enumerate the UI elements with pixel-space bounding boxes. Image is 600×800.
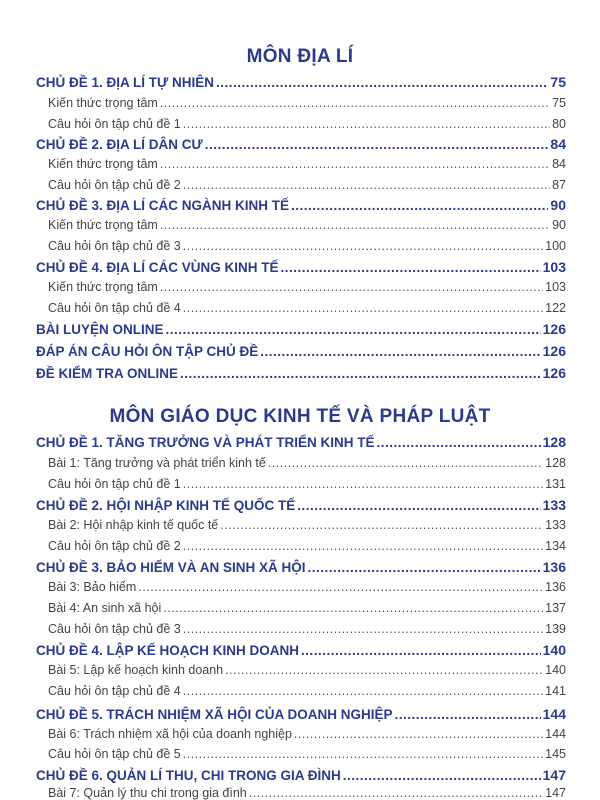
- toc-entry-label: BÀI LUYỆN ONLINE: [36, 322, 164, 337]
- toc-entry-page: 84: [550, 136, 566, 152]
- toc-entry-label: Bài 7: Quản lý thu chi trong gia đình: [48, 786, 247, 800]
- toc-entry-label: ĐỀ KIỂM TRA ONLINE: [36, 366, 179, 381]
- toc-entry[interactable]: [48, 239, 566, 253]
- toc-entry-page: 133: [545, 518, 566, 532]
- toc-entry-chu-de-5[interactable]: [36, 706, 566, 722]
- toc-entry-page: 147: [542, 767, 566, 783]
- toc-entry-page: 80: [552, 117, 566, 131]
- toc-entry-page: 136: [542, 559, 566, 575]
- toc-entry-chu-de-6[interactable]: [36, 767, 566, 783]
- toc-entry-page: 126: [542, 321, 566, 337]
- toc-entry-label: ĐÁP ÁN CÂU HỎI ÔN TẬP CHỦ ĐỀ: [36, 344, 259, 359]
- toc-entry-label: Bài 6: Trách nhiệm xã hội của doanh nghiệp: [48, 727, 292, 741]
- toc-entry-page: 122: [545, 301, 566, 315]
- toc-entry-label: CHỦ ĐỀ 4. ĐỊA LÍ CÁC VÙNG KINH TẾ: [36, 260, 279, 275]
- toc-entry-label: CHỦ ĐỀ 2. ĐỊA LÍ DÂN CƯ: [36, 137, 203, 152]
- toc-entry-page: 147: [545, 786, 566, 800]
- toc-entry[interactable]: [48, 601, 566, 615]
- toc-entry-page: 103: [542, 259, 566, 275]
- toc-entry-label: CHỦ ĐỀ 3. ĐỊA LÍ CÁC NGÀNH KINH TẾ: [36, 198, 290, 213]
- toc-entry-label: Câu hỏi ôn tập chủ đề 3: [48, 239, 181, 253]
- toc-entry[interactable]: [48, 456, 566, 470]
- toc-entry-page: 134: [545, 539, 566, 553]
- toc-entry-page: 137: [545, 601, 566, 615]
- toc-entry-page: 90: [552, 218, 566, 232]
- toc-entry-label: Bài 5: Lập kế hoạch kinh doanh: [48, 663, 224, 677]
- toc-entry-label: Kiến thức trọng tâm: [48, 96, 158, 110]
- toc-entry-chu-de-1[interactable]: [36, 74, 566, 90]
- toc-entry-page: 100: [545, 239, 566, 253]
- section-title-gdktpl: MÔN GIÁO DỤC KINH TẾ VÀ PHÁP LUẬT: [109, 406, 491, 427]
- toc-entry-label: CHỦ ĐỀ 5. TRÁCH NHIỆM XÃ HỘI CỦA DOANH NGHIỆP: [36, 707, 393, 722]
- toc-entry[interactable]: [48, 663, 566, 677]
- toc-entry-label: Câu hỏi ôn tập chủ đề 5: [48, 747, 181, 761]
- toc-entry-page: 87: [552, 178, 566, 192]
- toc-entry-chu-de-4[interactable]: [36, 642, 566, 658]
- toc-entry-page: 75: [552, 96, 566, 110]
- toc-entry-page: 103: [545, 280, 566, 294]
- toc-entry-page: 75: [550, 74, 566, 90]
- toc-entry[interactable]: [48, 477, 566, 491]
- toc-entry-page: 145: [545, 747, 566, 761]
- toc-entry-dap-an[interactable]: [36, 343, 566, 359]
- toc-entry-bai-luyen-online[interactable]: [36, 321, 566, 337]
- toc-entry[interactable]: [48, 684, 566, 698]
- section-title-dia-li: MÔN ĐỊA LÍ: [246, 46, 354, 67]
- toc-entry-label: CHỦ ĐỀ 6. QUẢN LÍ THU, CHI TRONG GIA ĐÌNH: [36, 768, 341, 783]
- toc-entry-chu-de-3[interactable]: [36, 197, 566, 213]
- toc-entry[interactable]: [48, 580, 566, 594]
- toc-entry-label: Câu hỏi ôn tập chủ đề 4: [48, 684, 181, 698]
- toc-entry[interactable]: [48, 518, 566, 532]
- toc-entry[interactable]: [48, 747, 566, 761]
- toc-entry-label: Bài 2: Hội nhập kinh tế quốc tế: [48, 518, 219, 532]
- toc-entry-page: 128: [542, 434, 566, 450]
- toc-entry-label: CHỦ ĐỀ 3. BẢO HIỂM VÀ AN SINH XÃ HỘI: [36, 560, 306, 575]
- toc-entry[interactable]: [48, 178, 566, 192]
- toc-entry-page: 90: [550, 197, 566, 213]
- toc-entry-page: 140: [545, 663, 566, 677]
- toc-entry-page: 144: [545, 727, 566, 741]
- toc-entry[interactable]: [48, 157, 566, 171]
- toc-entry-page: 139: [545, 622, 566, 636]
- toc-entry-label: CHỦ ĐỀ 2. HỘI NHẬP KINH TẾ QUỐC TẾ: [36, 498, 296, 513]
- toc-entry-label: Câu hỏi ôn tập chủ đề 4: [48, 301, 181, 315]
- toc-entry-page: 128: [545, 456, 566, 470]
- toc-entry-chu-de-4[interactable]: [36, 259, 566, 275]
- toc-entry[interactable]: [48, 727, 566, 741]
- toc-entry-label: Câu hỏi ôn tập chủ đề 2: [48, 178, 181, 192]
- toc-entry[interactable]: [48, 539, 566, 553]
- toc-entry[interactable]: [48, 280, 566, 294]
- toc-entry-label: Bài 1: Tăng trưởng và phát triển kinh tế: [48, 456, 266, 470]
- toc-entry-label: CHỦ ĐỀ 1. TĂNG TRƯỞNG VÀ PHÁT TRIỂN KINH TẾ: [36, 435, 375, 450]
- toc-entry-label: Câu hỏi ôn tập chủ đề 2: [48, 539, 181, 553]
- toc-entry-label: Câu hỏi ôn tập chủ đề 3: [48, 622, 181, 636]
- toc-entry-label: CHỦ ĐỀ 1. ĐỊA LÍ TỰ NHIÊN: [36, 75, 214, 90]
- toc-entry-page: 126: [542, 343, 566, 359]
- toc-entry-label: Kiến thức trọng tâm: [48, 218, 158, 232]
- toc-entry-label: Bài 3: Bảo hiểm: [48, 580, 137, 594]
- toc-entry-label: Bài 4: An sinh xã hội: [48, 601, 162, 615]
- toc-entry-page: 136: [545, 580, 566, 594]
- toc-entry[interactable]: [48, 786, 566, 800]
- toc-entry[interactable]: [48, 622, 566, 636]
- toc-entry-page: 140: [542, 642, 566, 658]
- toc-entry-page: 141: [545, 684, 566, 698]
- toc-entry-label: Câu hỏi ôn tập chủ đề 1: [48, 117, 181, 131]
- toc-entry-page: 126: [542, 365, 566, 381]
- toc-entry-page: 131: [545, 477, 566, 491]
- toc-entry[interactable]: [48, 117, 566, 131]
- toc-entry-page: 133: [542, 497, 566, 513]
- toc-entry-chu-de-1[interactable]: [36, 434, 566, 450]
- toc-entry-label: Kiến thức trọng tâm: [48, 157, 158, 171]
- toc-entry-page: 84: [552, 157, 566, 171]
- toc-entry[interactable]: [48, 96, 566, 110]
- toc-entry-label: Kiến thức trọng tâm: [48, 280, 158, 294]
- toc-entry-label: CHỦ ĐỀ 4. LẬP KẾ HOẠCH KINH DOANH: [36, 643, 300, 658]
- toc-entry[interactable]: [48, 301, 566, 315]
- toc-entry-de-kiem-tra-online[interactable]: [36, 365, 566, 381]
- toc-entry-chu-de-3[interactable]: [36, 559, 566, 575]
- toc-entry[interactable]: [48, 218, 566, 232]
- toc-entry-chu-de-2[interactable]: [36, 497, 566, 513]
- toc-entry-page: 144: [542, 706, 566, 722]
- toc-entry-chu-de-2[interactable]: [36, 136, 566, 152]
- toc-entry-label: Câu hỏi ôn tập chủ đề 1: [48, 477, 181, 491]
